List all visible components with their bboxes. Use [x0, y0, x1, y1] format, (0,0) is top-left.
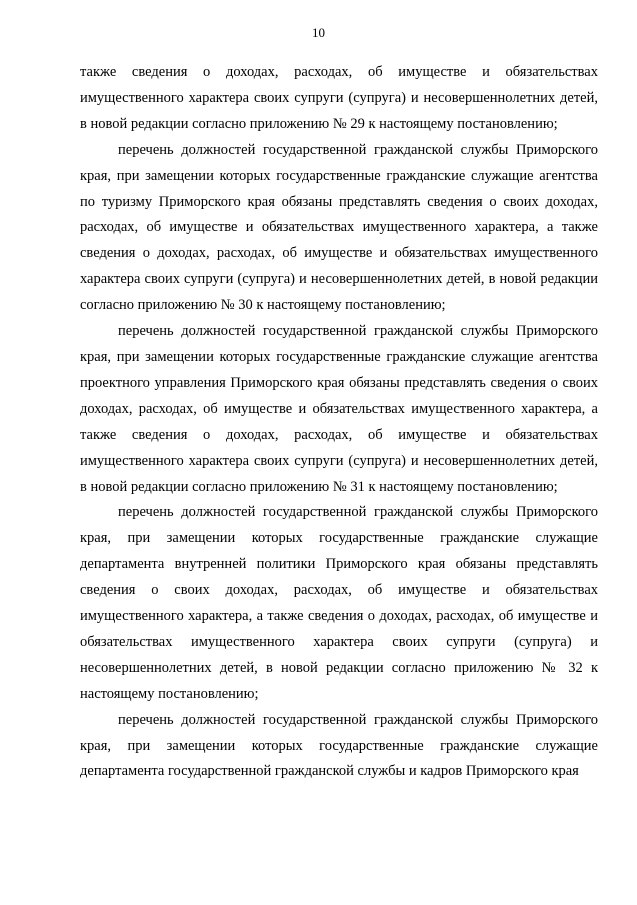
paragraph-project-management-agency: перечень должностей государственной гражданской службы Приморского края, при замещении которых государственные гражданские служащие агентства проектного управления Приморского края обязаны представлять сведения о своих доходах, расходах, об имуществе и обязательствах имущественного характера, а также сведения о доходах, расходах, об имуществе и обязательствах имущественного характера своих супруги (супруга) и несовершеннолетних детей, в новой редакции согласно приложению № 31 к настоящему постановлению;	[80, 323, 598, 495]
page-number: 10	[312, 25, 325, 40]
paragraph-civil-service-department: перечень должностей государственной гражданской службы Приморского края, при замещении которых государственные гражданские служащие департамента государственной гражданской службы и кадров Приморского края	[80, 711, 598, 780]
paragraph-internal-policy-department: перечень должностей государственной гражданской службы Приморского края, при замещении которых государственные гражданские служащие департамента внутренней политики Приморского края обязаны представлять сведения о своих доходах, расходах, об имуществе и обязательствах имущественного характера, а также сведения о доходах, расходах, об имуществе и обязательствах имущественного характера своих супруги (супруга) и несовершеннолетних детей, в новой редакции согласно приложению № 32 к настоящему постановлению;	[80, 504, 598, 702]
document-body	[80, 60, 598, 785]
paragraph-continuation: также сведения о доходах, расходах, об имуществе и обязательствах имущественного характера своих супруги (супруга) и несовершеннолетних детей, в новой редакции согласно приложению № 29 к настоящему постановлению;	[80, 64, 598, 132]
paragraph-tourism-agency: перечень должностей государственной гражданской службы Приморского края, при замещении которых государственные гражданские служащие агентства по туризму Приморского края обязаны представлять сведения о своих доходах, расходах, об имуществе и обязательствах имущественного характера, а также сведения о доходах, расходах, об имуществе и обязательствах имущественного характера своих супруги (супруга) и несовершеннолетних детей, в новой редакции согласно приложению № 30 к настоящему постановлению;	[80, 141, 598, 314]
